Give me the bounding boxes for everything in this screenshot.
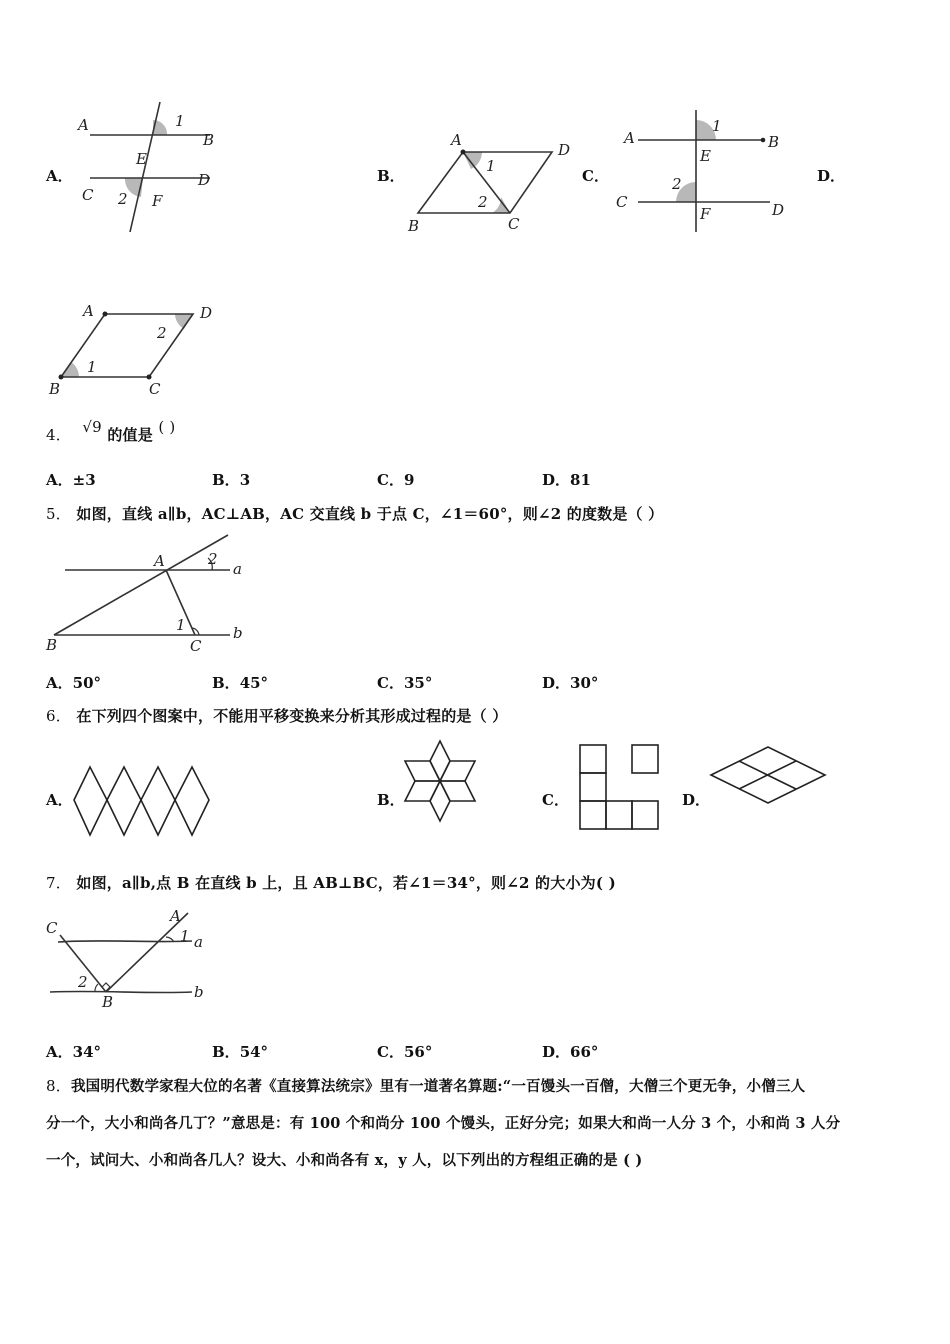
q4-option-a[interactable]: A．±3 xyxy=(46,471,96,489)
q7-option-b[interactable]: B．54° xyxy=(212,1043,269,1061)
question-7-text: 如图，a∥b,点 B 在直线 b 上，且 AB⊥BC，若∠1＝34°，则∠2 的大小为( ) xyxy=(76,874,616,892)
q3-figure-d xyxy=(45,300,225,400)
angle-1: 1 xyxy=(712,117,722,135)
q6-option-b-label[interactable]: B． xyxy=(377,791,405,809)
angle-2: 2 xyxy=(672,175,682,193)
q6-option-a-label[interactable]: A． xyxy=(46,791,73,809)
label-c: C xyxy=(190,637,202,655)
q4-option-c[interactable]: C．9 xyxy=(377,471,415,489)
label-c: C xyxy=(616,193,628,211)
label-a: A xyxy=(451,131,462,149)
q7-option-c[interactable]: C．56° xyxy=(377,1043,433,1061)
label-d: D xyxy=(200,304,213,322)
label-b: B xyxy=(203,131,215,149)
label-a: A xyxy=(624,129,635,147)
label-e: E xyxy=(700,147,711,165)
q3-option-b-label[interactable]: B． xyxy=(377,167,405,185)
question-8-text-1: 我国明代数学家程大位的名著《直接算法统宗》里有一道著名算题:“一百馒头一百僧，大僧三个更无争，小僧三人 xyxy=(70,1078,806,1095)
question-8-line-2: 分一个，大小和尚各几丁？”意思是：有 100 个和尚分 100 个馒头，正好分完；如果大和尚一人分 3 个，小和尚 3 人分 xyxy=(46,1115,841,1132)
label-b: B xyxy=(46,636,58,654)
label-c: C xyxy=(82,186,94,204)
answer-paren: ( ) xyxy=(158,418,176,436)
q7-option-d[interactable]: D．66° xyxy=(542,1043,599,1061)
question-7-number: 7． xyxy=(46,874,71,892)
q3-option-d-label[interactable]: D． xyxy=(817,167,846,185)
label-a: A xyxy=(170,907,181,925)
angle-2: 2 xyxy=(157,324,167,342)
question-5-text: 如图，直线 a∥b，AC⊥AB，AC 交直线 b 于点 C，∠1＝60°，则∠2 的度数是（ ） xyxy=(76,505,664,523)
question-4-text: 的值是 xyxy=(107,426,153,444)
q3-option-a-label[interactable]: A． xyxy=(46,167,73,185)
label-b: B xyxy=(768,133,780,151)
angle-1: 1 xyxy=(180,927,190,945)
q6-option-c-label[interactable]: C． xyxy=(542,791,569,809)
line-b-label: b xyxy=(233,624,243,642)
label-c: C xyxy=(46,919,58,937)
angle-1: 1 xyxy=(87,358,97,376)
angle-2: 2 xyxy=(78,973,88,991)
sqrt-expression: √9 xyxy=(82,418,102,436)
q5-option-a[interactable]: A．50° xyxy=(46,674,102,692)
q7-option-a[interactable]: A．34° xyxy=(46,1043,102,1061)
q6-option-d-label[interactable]: D． xyxy=(682,791,711,809)
question-8-line-3: 一个，试问大、小和尚各几人？设大、小和尚各有 x，y 人，以下列出的方程组正确的是 ( ) xyxy=(46,1152,643,1169)
question-4 xyxy=(46,418,176,445)
q5-option-d[interactable]: D．30° xyxy=(542,674,599,692)
q5-option-c[interactable]: C．35° xyxy=(377,674,433,692)
label-d: D xyxy=(558,141,571,159)
angle-2: 2 xyxy=(208,550,218,568)
q3-figure-b xyxy=(400,125,585,240)
label-b: B xyxy=(49,380,61,398)
label-f: F xyxy=(700,205,711,223)
q6-pattern-a xyxy=(72,765,212,840)
q7-figure xyxy=(40,905,230,1015)
q5-figure xyxy=(40,530,260,655)
label-a: A xyxy=(83,302,94,320)
question-6-text: 在下列四个图案中，不能用平移变换来分析其形成过程的是（ ） xyxy=(76,707,508,725)
q4-option-b[interactable]: B．3 xyxy=(212,471,251,489)
label-c: C xyxy=(149,380,161,398)
label-b: B xyxy=(102,993,114,1011)
question-6-number: 6． xyxy=(46,707,71,725)
label-f: F xyxy=(152,192,163,210)
angle-1: 1 xyxy=(175,112,185,130)
q6-pattern-b xyxy=(402,734,482,829)
label-a: A xyxy=(154,552,165,570)
label-e: E xyxy=(136,150,147,168)
label-b: B xyxy=(408,217,420,235)
line-a-label: a xyxy=(194,933,203,951)
q6-pattern-d xyxy=(708,745,828,807)
q3-figure-a xyxy=(70,100,230,235)
q3-option-c-label[interactable]: C． xyxy=(582,167,609,185)
angle-1: 1 xyxy=(176,616,186,634)
question-4-number: 4． xyxy=(46,426,71,444)
label-d: D xyxy=(198,171,211,189)
line-b-label: b xyxy=(194,983,204,1001)
question-8-number: 8． xyxy=(46,1077,71,1095)
label-c: C xyxy=(508,215,520,233)
question-5-number: 5． xyxy=(46,505,71,523)
question-5 xyxy=(46,503,663,524)
label-d: D xyxy=(772,201,785,219)
line-a-label: a xyxy=(233,560,242,578)
angle-2: 2 xyxy=(118,190,128,208)
label-a: A xyxy=(78,116,89,134)
q3-figure-c xyxy=(610,105,800,235)
question-8-line-1 xyxy=(46,1075,805,1096)
angle-2: 2 xyxy=(478,193,488,211)
q4-option-d[interactable]: D．81 xyxy=(542,471,591,489)
question-7 xyxy=(46,872,616,893)
question-6 xyxy=(46,705,507,726)
q6-pattern-c xyxy=(578,743,662,831)
angle-1: 1 xyxy=(486,157,496,175)
q5-option-b[interactable]: B．45° xyxy=(212,674,269,692)
